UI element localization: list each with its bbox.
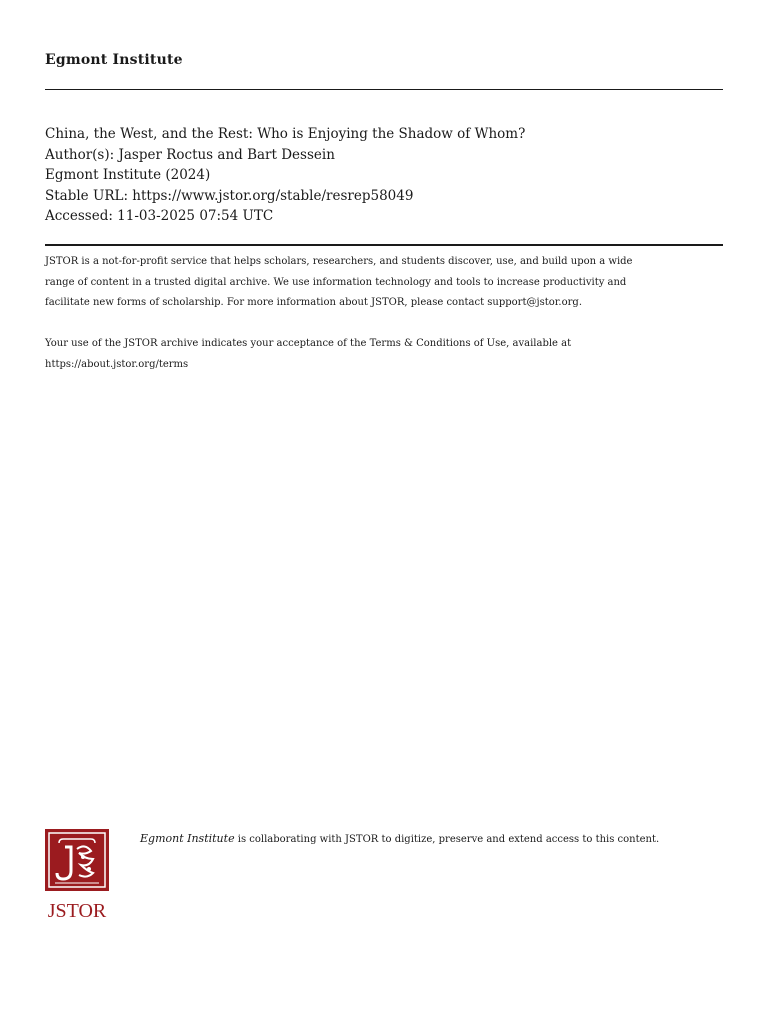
jstor-notice-line: facilitate new forms of scholarship. For more information about JSTOR, please contact support@jstor.org.: [45, 297, 582, 308]
institution-name: Egmont Institute: [140, 832, 235, 845]
terms-url[interactable]: https://about.jstor.org/terms: [45, 358, 189, 370]
article-authors: Author(s): Jasper Roctus and Bart Dessein: [45, 146, 335, 163]
publisher-name: Egmont Institute: [45, 52, 183, 68]
jstor-logo-icon: [45, 829, 109, 921]
collaboration-statement: [140, 833, 680, 846]
jstor-notice-line: JSTOR is a not-for-profit service that helps scholars, researchers, and students discover, use, and build upon a wide: [45, 256, 633, 267]
article-title: China, the West, and the Rest: Who is Enjoying the Shadow of Whom?: [45, 126, 526, 142]
article-metadata: [45, 124, 525, 227]
collaboration-text: is collaborating with JSTOR to digitize, preserve and extend access to this content.: [234, 834, 660, 845]
stable-url[interactable]: Stable URL: https://www.jstor.org/stable/resrep58049: [45, 187, 414, 204]
jstor-notice: [45, 252, 725, 314]
terms-notice-line: Your use of the JSTOR archive indicates your acceptance of the Terms & Conditions of Use, available at: [45, 338, 572, 349]
jstor-logo-text: JSTOR: [47, 900, 107, 921]
accessed-date: Accessed: 11-03-2025 07:54 UTC: [45, 208, 274, 224]
metadata-divider: [45, 244, 723, 246]
article-source: Egmont Institute (2024): [45, 167, 211, 183]
header-divider: [45, 89, 723, 90]
jstor-notice-line: range of content in a trusted digital archive. We use information technology and tools to increase productivity and: [45, 276, 627, 288]
terms-notice: [45, 334, 725, 375]
